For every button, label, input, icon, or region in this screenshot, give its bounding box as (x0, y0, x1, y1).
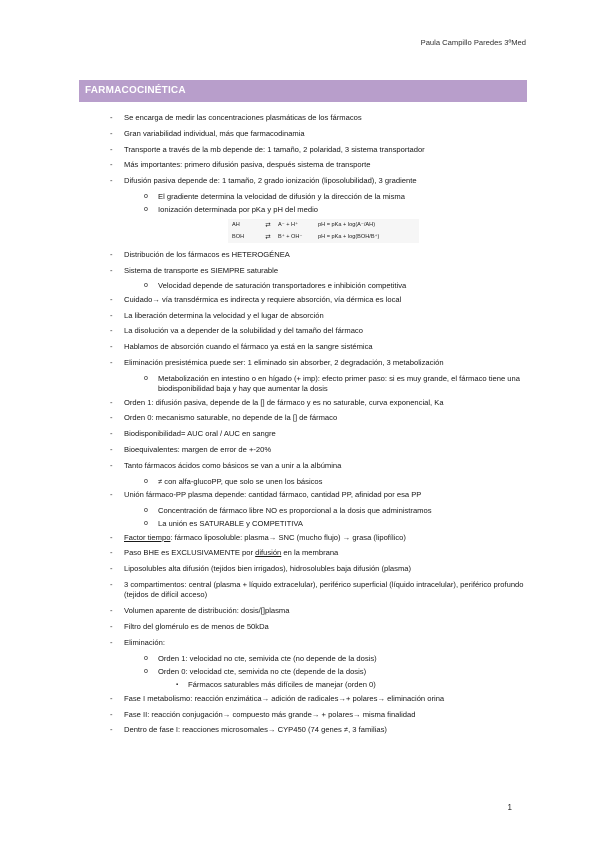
bullet-marker: - (110, 357, 113, 367)
list-item-text: Ionización determinada por pKa y pH del medio (158, 205, 318, 215)
list-item-text: Se encarga de medir las concentraciones plasmáticas de los fármacos (124, 113, 362, 122)
bullet-marker: o (144, 520, 148, 528)
list-item-text: Velocidad depende de saturación transportadores e inhibición competitiva (158, 281, 407, 291)
bullet-marker: - (110, 176, 113, 186)
list-item (110, 489, 534, 500)
list-item-text: Dentro de fase I: reacciones microsomales→ CYP450 (74 genes ≠, 3 familias) (124, 725, 387, 735)
list-item-text: ≠ con alfa-glucoPP, que solo se unen los básicos (158, 476, 323, 486)
bullet-marker: - (110, 144, 113, 154)
list-item-text: Orden 0: velocidad cte, semivida no cte (depende de la dosis) (158, 666, 367, 676)
bullet-marker: o (144, 506, 148, 514)
bullet-marker: - (110, 429, 113, 439)
bullet-marker: - (110, 113, 113, 122)
bullet-marker: o (144, 374, 148, 382)
list-item (110, 444, 534, 455)
underlined-text: difusión (255, 548, 282, 558)
list-item (110, 606, 534, 616)
list-item-text: La liberación determina la velocidad y el lugar de absorción (124, 310, 324, 320)
list-item (110, 725, 534, 735)
list-item-text: Concentración de fármaco libre NO es proporcional a la dosis que administramos (158, 505, 432, 515)
formula-arrow: ⇄ (265, 233, 271, 241)
formula-row (228, 219, 419, 231)
bullet-marker: - (110, 128, 113, 138)
list-item (110, 637, 534, 648)
bullet-marker: - (110, 249, 113, 259)
list-item (110, 326, 534, 336)
bullet-marker: - (110, 725, 113, 735)
list-item-text: Orden 0: mecanismo saturable, no depende de la [] de fármaco (124, 413, 338, 423)
bullet-marker: - (110, 606, 113, 616)
bullet-marker: - (110, 637, 113, 647)
list-item-text: Tanto fármacos ácidos como básicos se van a unir a la albúmina (124, 460, 342, 470)
list-item (110, 310, 534, 321)
list-item-text: Sistema de transporte es SIEMPRE saturable (124, 265, 279, 275)
list-item (114, 519, 534, 529)
bullet-marker: o (144, 282, 148, 290)
bullet-marker: - (110, 265, 113, 275)
formula-eq: pH = pKa + log(A⁻/AH) (318, 221, 376, 228)
formula-rhs: A⁻ + H⁺ (278, 221, 299, 228)
list-item (110, 413, 534, 423)
bullet-marker: o (144, 667, 148, 675)
bullet-marker: o (144, 477, 148, 485)
list-item-text: Orden 1: difusión pasiva, depende de la [] de fármaco y es no saturable, curva exponencial, Ka (124, 397, 444, 407)
list-item-text: Paso BHE es EXCLUSIVAMENTE por difusión en la membrana (124, 548, 339, 558)
list-item-text: Eliminación: (124, 637, 165, 647)
bullet-marker: - (110, 310, 113, 320)
bullet-marker: - (110, 489, 113, 499)
list-item-text: Cuidado→ vía transdérmica es indirecta y requiere absorción, vía dérmica es local (124, 294, 402, 304)
bullet-marker: - (110, 160, 113, 170)
list-item-text: Fase I metabolismo: reacción enzimática→ adición de radicales→+ polares→ eliminación orina (124, 693, 445, 703)
list-item (114, 192, 534, 202)
list-item-text: Factor tiempo: fármaco liposoluble: plasma→ SNC (mucho flujo) → grasa (lipofílico) (124, 532, 406, 542)
list-item-text: Más importantes: primero difusión pasiva, después sistema de transporte (124, 160, 371, 170)
list-item-text: Eliminación presistémica puede ser: 1 eliminado sin absorber, 2 degradación, 3 metabolización (124, 357, 444, 367)
bullet-marker: o (144, 206, 148, 214)
list-item (110, 397, 534, 408)
bullet-marker: - (110, 621, 113, 631)
list-item (110, 128, 534, 139)
list-item-text: Liposolubles alta difusión (tejidos bien irrigados), hidrosolubles baja difusión (plasma) (124, 564, 412, 574)
formula-lhs: AH (232, 221, 240, 228)
list-item (110, 249, 534, 260)
list-item (114, 205, 534, 215)
bullet-marker: - (110, 532, 113, 542)
bullet-marker: - (110, 460, 113, 470)
bullet-marker: - (110, 709, 113, 719)
formula-rhs: B⁺ + OH⁻ (278, 233, 303, 240)
bullet-marker: - (110, 693, 113, 703)
bullet-marker: - (110, 326, 113, 336)
list-item (110, 564, 534, 574)
list-item (110, 265, 534, 276)
list-item-text: Orden 1: velocidad no cte, semivida cte (no depende de la dosis) (158, 653, 377, 663)
bullet-marker: - (110, 444, 113, 454)
list-item (110, 160, 534, 170)
underlined-text: Factor tiempo (124, 532, 171, 542)
list-item (114, 680, 534, 690)
formula-lhs: BOH (232, 233, 245, 240)
bullet-marker: - (110, 548, 113, 558)
list-item-text: Hablamos de absorción cuando el fármaco ya está en la sangre sistémica (124, 342, 373, 352)
list-item-text: Gran variabilidad individual, más que farmacodinamia (124, 128, 305, 138)
list-item (110, 113, 534, 123)
list-item (110, 342, 534, 352)
formula-row (228, 231, 419, 243)
list-item-text: Filtro del glomérulo es de menos de 50kDa (124, 621, 269, 631)
list-item (110, 176, 534, 186)
author-header: Paula Campillo Paredes 3ºMed (420, 38, 526, 47)
page-number: 1 (507, 803, 512, 812)
bullet-marker: - (110, 564, 113, 574)
list-item (110, 621, 534, 632)
bullet-marker: - (110, 413, 113, 423)
list-item (110, 144, 534, 155)
bullet-marker: o (144, 192, 148, 200)
list-item (110, 693, 534, 704)
list-item (110, 532, 534, 543)
formula-eq: pH = pKa + log(BOH/B⁺) (318, 233, 380, 240)
list-item (114, 281, 534, 291)
bullet-marker: - (110, 579, 113, 589)
section-title-banner: FARMACOCINÉTICA (79, 80, 527, 102)
formula-arrow: ⇄ (265, 221, 271, 229)
list-item-text: El gradiente determina la velocidad de difusión y la dirección de la misma (158, 191, 405, 201)
list-item-text: Biodisponibilidad= AUC oral / AUC en sangre (124, 429, 276, 439)
list-item (114, 506, 534, 516)
list-item (114, 667, 534, 677)
list-item (110, 357, 534, 368)
list-item-text: Distribución de los fármacos es HETEROGÉNEA (124, 249, 290, 259)
list-item-text: Fármacos saturables más difíciles de manejar (orden 0) (188, 680, 376, 690)
bullet-marker: ▪ (176, 682, 179, 689)
ionization-formula-table (228, 219, 419, 243)
list-item-text: La disolución va a depender de la solubilidad y del tamaño del fármaco (124, 326, 363, 336)
list-item-text: Bioequivalentes: margen de error de +-20% (124, 444, 272, 454)
notes-list (110, 113, 534, 741)
list-item-text: Fase II: reacción conjugación→ compuesto más grande→ + polares→ misma finalidad (124, 709, 416, 719)
list-item (114, 654, 534, 664)
list-item (110, 429, 534, 439)
bullet-marker: - (110, 342, 113, 352)
list-item (110, 294, 534, 305)
list-item (110, 709, 534, 720)
list-item (114, 477, 534, 487)
list-item-text: Transporte a través de la mb depende de: 1 tamaño, 2 polaridad, 3 sistema transportador (124, 144, 425, 154)
list-item (110, 579, 534, 601)
bullet-marker: - (110, 294, 113, 304)
list-item-text: 3 compartimentos: central (plasma + líquido extracelular), periférico superficial (líquido intracelular), periférico profundo (tejidos de difícil acceso) (124, 579, 524, 600)
list-item-text: Unión fármaco-PP plasma depende: cantidad fármaco, cantidad PP, afinidad por esa PP (124, 489, 422, 499)
list-item-text: La unión es SATURABLE y COMPETITIVA (158, 519, 303, 529)
list-item-text: Metabolización en intestino o en hígado (+ imp): efecto primer paso: si es muy grande, el fármaco tiene una biodisponibilidad baja y hay que aumentar la dosis (158, 373, 520, 394)
list-item (110, 548, 534, 558)
bullet-marker: - (110, 397, 113, 407)
list-item-text: Volumen aparente de distribución: dosis/[]plasma (124, 606, 290, 616)
bullet-marker: o (144, 654, 148, 662)
list-item (110, 460, 534, 471)
list-item (114, 374, 534, 395)
list-item-text: Difusión pasiva depende de: 1 tamaño, 2 grado ionización (liposolubilidad), 3 gradiente (124, 176, 417, 186)
